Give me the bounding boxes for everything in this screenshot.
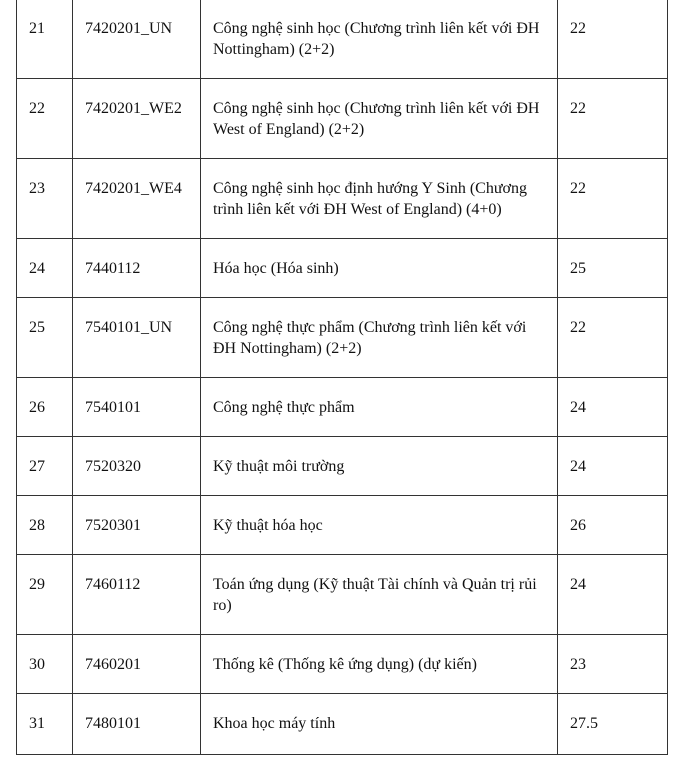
program-name: Công nghệ thực phẩm (201, 378, 558, 437)
program-name: Hóa học (Hóa sinh) (201, 239, 558, 298)
program-name: Thống kê (Thống kê ứng dụng) (dự kiến) (201, 635, 558, 694)
program-code: 7520301 (73, 496, 201, 555)
table-row (17, 239, 668, 298)
program-code: 7420201_UN (73, 0, 201, 79)
cutoff-score: 22 (558, 298, 668, 378)
row-number: 26 (17, 378, 73, 437)
row-number: 30 (17, 635, 73, 694)
cutoff-score: 27.5 (558, 694, 668, 755)
program-code: 7460201 (73, 635, 201, 694)
row-number: 23 (17, 159, 73, 239)
row-number: 28 (17, 496, 73, 555)
program-name: Công nghệ sinh học (Chương trình liên kết với ĐH West of England) (2+2) (201, 79, 558, 159)
row-number: 27 (17, 437, 73, 496)
row-number: 25 (17, 298, 73, 378)
table-row (17, 159, 668, 239)
table-row (17, 437, 668, 496)
program-code: 7420201_WE4 (73, 159, 201, 239)
table-row (17, 496, 668, 555)
cutoff-score: 25 (558, 239, 668, 298)
table-row (17, 635, 668, 694)
row-number: 21 (17, 0, 73, 79)
program-name: Kỹ thuật hóa học (201, 496, 558, 555)
cutoff-score: 24 (558, 555, 668, 635)
table-row (17, 0, 668, 79)
cutoff-score: 22 (558, 159, 668, 239)
program-name: Khoa học máy tính (201, 694, 558, 755)
cutoff-score: 24 (558, 437, 668, 496)
program-code: 7540101_UN (73, 298, 201, 378)
program-name: Công nghệ sinh học định hướng Y Sinh (Chương trình liên kết với ĐH West of England) (4+0) (201, 159, 558, 239)
admission-score-table (16, 0, 668, 755)
cutoff-score: 24 (558, 378, 668, 437)
row-number: 22 (17, 79, 73, 159)
row-number: 24 (17, 239, 73, 298)
table-row (17, 555, 668, 635)
table-row (17, 79, 668, 159)
program-name: Toán ứng dụng (Kỹ thuật Tài chính và Quản trị rủi ro) (201, 555, 558, 635)
table-row (17, 694, 668, 755)
program-code: 7440112 (73, 239, 201, 298)
table-row (17, 378, 668, 437)
program-code: 7540101 (73, 378, 201, 437)
table-row (17, 298, 668, 378)
cutoff-score: 26 (558, 496, 668, 555)
program-name: Kỹ thuật môi trường (201, 437, 558, 496)
cutoff-score: 22 (558, 79, 668, 159)
row-number: 29 (17, 555, 73, 635)
program-name: Công nghệ sinh học (Chương trình liên kết với ĐH Nottingham) (2+2) (201, 0, 558, 79)
program-code: 7460112 (73, 555, 201, 635)
cutoff-score: 23 (558, 635, 668, 694)
row-number: 31 (17, 694, 73, 755)
program-code: 7480101 (73, 694, 201, 755)
cutoff-score: 22 (558, 0, 668, 79)
program-code: 7420201_WE2 (73, 79, 201, 159)
program-name: Công nghệ thực phẩm (Chương trình liên kết với ĐH Nottingham) (2+2) (201, 298, 558, 378)
program-code: 7520320 (73, 437, 201, 496)
